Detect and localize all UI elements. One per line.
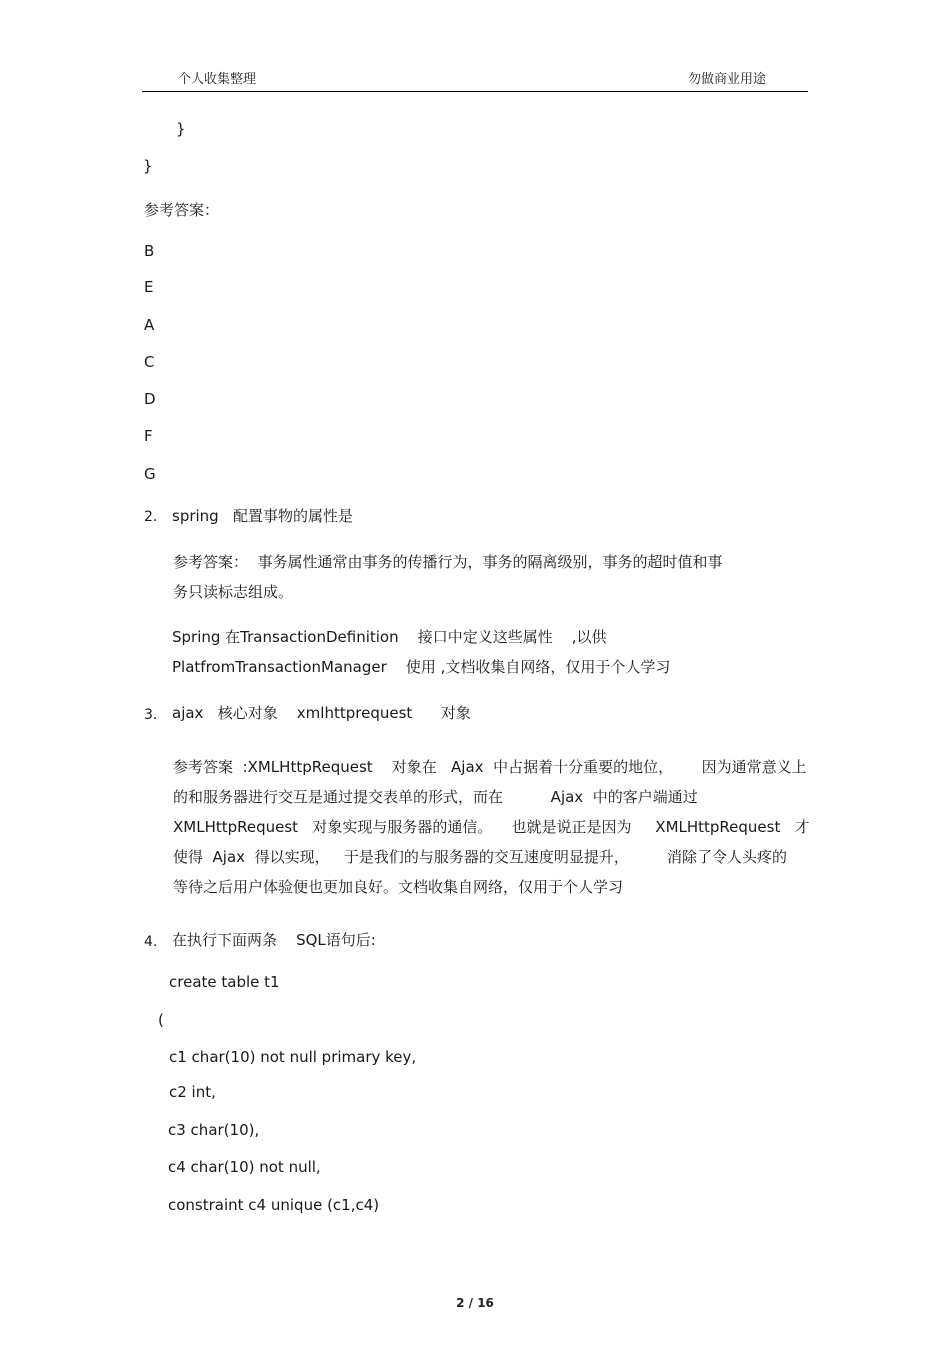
answer-letter: A bbox=[144, 316, 155, 334]
answer-letter: B bbox=[144, 242, 155, 260]
note-line: PlatfromTransactionManager 使用 ,文档收集自网络，仅用于个人学习 bbox=[172, 658, 671, 676]
answer-line: XMLHttpRequest 对象实现与服务器的通信。 也就是说正是因为 XMLHttpRequest 才 bbox=[173, 818, 810, 836]
code-closing-brace-inner: } bbox=[176, 120, 186, 138]
page-current: 2 bbox=[456, 1296, 465, 1310]
question-number: 4. bbox=[144, 934, 158, 950]
header-divider bbox=[142, 91, 808, 92]
answer-line: 参考答案 :XMLHttpRequest 对象在 Ajax 中占据着十分重要的地位， 因为通常意义上 bbox=[173, 758, 807, 776]
question-number: 3. bbox=[144, 707, 158, 723]
answer-line: 使得 Ajax 得以实现， 于是我们的与服务器的交互速度明显提升， 消除了令人头疼的 bbox=[173, 848, 788, 866]
sql-line: create table t1 bbox=[169, 973, 280, 991]
code-closing-brace-outer: } bbox=[143, 157, 153, 175]
answer-paragraph bbox=[173, 552, 723, 612]
page-separator: / bbox=[464, 1296, 478, 1310]
header-right-text: 勿做商业用途 bbox=[688, 72, 767, 87]
answer-letter: G bbox=[144, 465, 156, 483]
answer-line: 务只读标志组成。 bbox=[173, 583, 294, 601]
answer-letter: F bbox=[144, 427, 153, 445]
note-line: Spring 在TransactionDefinition 接口中定义这些属性 ,以供 bbox=[172, 628, 607, 646]
question-text: 在执行下面两条 SQL语句后: bbox=[172, 931, 376, 949]
answer-paragraph bbox=[173, 757, 810, 907]
question-number: 2. bbox=[144, 509, 158, 525]
question-text: spring 配置事物的属性是 bbox=[172, 507, 354, 525]
sql-line: c3 char(10), bbox=[168, 1121, 260, 1139]
answer-letter: C bbox=[144, 353, 155, 371]
answer-label: 参考答案： bbox=[144, 201, 220, 219]
sql-line: ( bbox=[158, 1011, 164, 1029]
answer-line: 参考答案： 事务属性通常由事务的传播行为，事务的隔离级别，事务的超时值和事 bbox=[173, 553, 723, 571]
page-total: 16 bbox=[477, 1296, 494, 1310]
answer-letter: D bbox=[144, 390, 156, 408]
page-number bbox=[0, 1296, 950, 1310]
sql-line: c4 char(10) not null, bbox=[168, 1158, 321, 1176]
sql-line: c1 char(10) not null primary key, bbox=[169, 1048, 417, 1066]
answer-line: 的和服务器进行交互是通过提交表单的形式，而在 Ajax 中的客户端通过 bbox=[173, 788, 698, 806]
answer-line: 等待之后用户体验便也更加良好。文档收集自网络，仅用于个人学习 bbox=[173, 878, 624, 896]
answer-letter: E bbox=[144, 278, 154, 296]
header-left-text: 个人收集整理 bbox=[178, 72, 257, 87]
sql-line: c2 int, bbox=[169, 1083, 216, 1101]
question-text: ajax 核心对象 xmlhttprequest 对象 bbox=[172, 704, 471, 722]
sql-line: constraint c4 unique (c1,c4) bbox=[168, 1196, 380, 1214]
note-paragraph bbox=[172, 627, 670, 687]
